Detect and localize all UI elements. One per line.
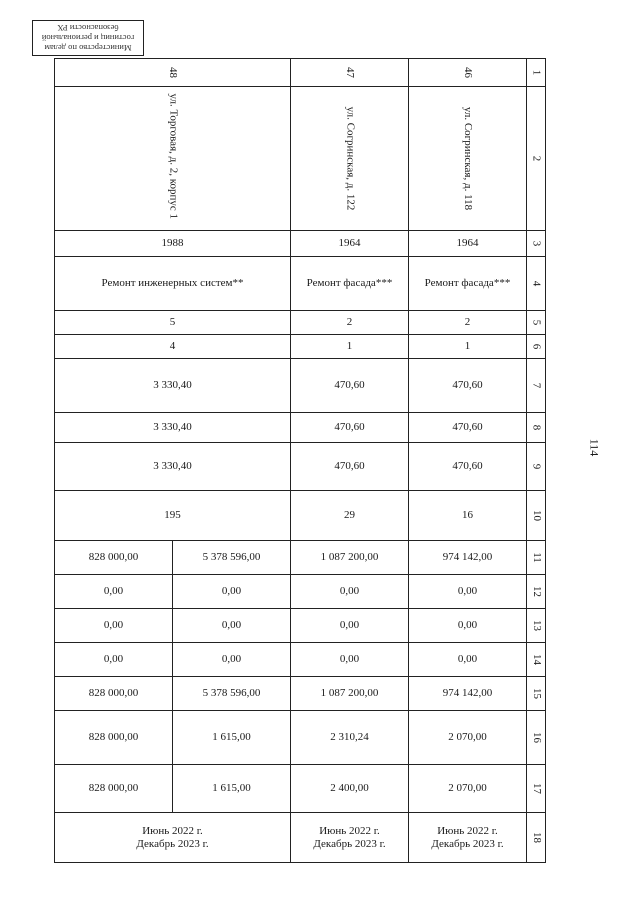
table-row (55, 677, 546, 711)
table-cell: 2 400,00 (291, 765, 409, 813)
table-cell: 47 (344, 67, 356, 78)
table-cell: 46 (462, 67, 474, 78)
table-cell: 0,00 (55, 575, 173, 609)
table-cell: 3 330,40 (55, 413, 291, 443)
row-number: 16 (530, 732, 543, 743)
table-cell: 470,60 (409, 443, 527, 491)
data-table (54, 58, 546, 863)
table-cell: 1988 (55, 231, 291, 257)
stamp-line: безопасности РХ (57, 23, 119, 33)
table-row (55, 231, 546, 257)
table-cell: 470,60 (291, 359, 409, 413)
table-cell: 1 087 200,00 (291, 677, 409, 711)
table-cell: 1964 (291, 231, 409, 257)
date-end: Декабрь 2023 г. (136, 837, 209, 850)
table-row (55, 643, 546, 677)
table-cell: 828 000,00 (55, 677, 173, 711)
table-cell: 470,60 (409, 413, 527, 443)
table-cell: ул. Согринская, д. 118 (461, 106, 474, 211)
table-cell: 0,00 (291, 609, 409, 643)
table-cell: ул. Согринская, д. 122 (343, 106, 356, 211)
table-cell (55, 813, 291, 863)
table-cell: 470,60 (291, 413, 409, 443)
table-cell: 3 330,40 (55, 443, 291, 491)
table-cell: 828 000,00 (55, 765, 173, 813)
table-cell: 0,00 (409, 609, 527, 643)
table-cell: 48 (167, 67, 179, 78)
table-row (55, 575, 546, 609)
row-number: 5 (530, 319, 543, 326)
table-row (55, 765, 546, 813)
row-number: 10 (530, 510, 543, 521)
date-start: Июнь 2022 г. (142, 824, 203, 837)
table-cell: 470,60 (291, 443, 409, 491)
table-cell: 29 (291, 491, 409, 541)
table-cell: 5 378 596,00 (173, 677, 291, 711)
table-cell: 828 000,00 (55, 541, 173, 575)
table-row (55, 491, 546, 541)
table-cell: 1 (291, 335, 409, 359)
table-cell: 1 087 200,00 (291, 541, 409, 575)
page-number: 114 (587, 438, 602, 457)
table-cell: 0,00 (55, 609, 173, 643)
table-row (55, 413, 546, 443)
row-number: 2 (530, 155, 543, 162)
row-number: 13 (530, 620, 543, 631)
table-cell: 828 000,00 (55, 711, 173, 765)
row-number: 7 (530, 382, 543, 389)
table-row (55, 359, 546, 413)
row-number: 1 (530, 69, 543, 76)
table-cell: 5 (55, 311, 291, 335)
table-cell: 3 330,40 (55, 359, 291, 413)
table-row (55, 541, 546, 575)
table-cell: 974 142,00 (409, 541, 527, 575)
row-number: 15 (530, 688, 543, 699)
row-number: 3 (530, 240, 543, 247)
row-number: 14 (530, 654, 543, 665)
date-end: Декабрь 2023 г. (313, 837, 386, 850)
table-cell: 0,00 (409, 575, 527, 609)
table-cell: 2 (291, 311, 409, 335)
table-cell: 1 (409, 335, 527, 359)
table-cell: ул. Торговая, д. 2, корпус 1 (167, 93, 179, 220)
stamp-line: Министерство по делам (44, 43, 132, 53)
table-cell: 2 070,00 (409, 765, 527, 813)
table-cell: 1964 (409, 231, 527, 257)
table-cell: 0,00 (173, 643, 291, 677)
row-number: 12 (530, 586, 543, 597)
table-cell (291, 813, 409, 863)
table-cell: 0,00 (409, 643, 527, 677)
table-cell: 974 142,00 (409, 677, 527, 711)
registration-stamp (32, 20, 144, 56)
table-row (55, 257, 546, 311)
row-number: 4 (530, 280, 543, 287)
table-cell: Ремонт фасада*** (409, 257, 527, 311)
row-number: 18 (530, 832, 543, 843)
table-cell: 0,00 (173, 609, 291, 643)
row-number: 6 (530, 343, 543, 350)
table-row (55, 711, 546, 765)
table-cell: 2 070,00 (409, 711, 527, 765)
table-row (55, 813, 546, 863)
stamp-line: гостиниц и региональной (41, 33, 135, 43)
table-row (55, 609, 546, 643)
table-cell: Ремонт фасада*** (291, 257, 409, 311)
date-start: Июнь 2022 г. (319, 824, 380, 837)
table-cell: 1 615,00 (173, 711, 291, 765)
date-start: Июнь 2022 г. (437, 824, 498, 837)
table-cell: 195 (55, 491, 291, 541)
table-row (55, 335, 546, 359)
table-cell: Ремонт инженерных систем** (55, 257, 291, 311)
row-number: 11 (530, 552, 543, 563)
table-cell: 0,00 (55, 643, 173, 677)
date-end: Декабрь 2023 г. (431, 837, 504, 850)
table-row (55, 59, 546, 87)
table-cell: 2 310,24 (291, 711, 409, 765)
table-cell: 4 (55, 335, 291, 359)
table-cell: 1 615,00 (173, 765, 291, 813)
table-row (55, 311, 546, 335)
table-cell: 16 (409, 491, 527, 541)
table-cell: 470,60 (409, 359, 527, 413)
table-cell: 5 378 596,00 (173, 541, 291, 575)
row-number: 8 (530, 424, 543, 431)
table-cell: 0,00 (173, 575, 291, 609)
table-row (55, 87, 546, 231)
row-number: 9 (530, 463, 543, 470)
row-number: 17 (530, 783, 543, 794)
table-cell (409, 813, 527, 863)
table-row (55, 443, 546, 491)
table-cell: 0,00 (291, 643, 409, 677)
table-cell: 0,00 (291, 575, 409, 609)
table-cell: 2 (409, 311, 527, 335)
